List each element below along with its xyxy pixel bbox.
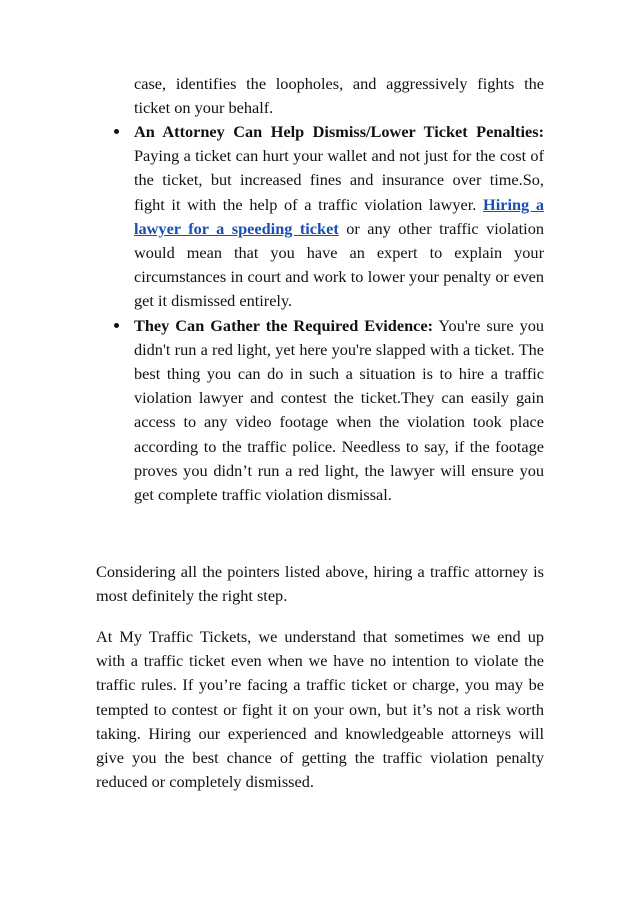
- bullet-text: You're sure you didn't run a red light, yet here you're slapped with a ticket. The best thing you can do in such a situation is to hire a traffic violation lawyer and contest the ticket.They can easily gain access to any video footage when the violation took place according to the traffic police. Needless to say, if the footage proves you didn’t run a red light, the lawyer will ensure you get complete traffic violation dismissal.: [134, 315, 544, 505]
- list-item: [112, 314, 544, 508]
- bullet-text: Paying a ticket can hurt your wallet and not just for the cost of the ticket, but increased fines and insurance over time.So, fight it with the help of a traffic violation lawyer.: [134, 146, 544, 214]
- bullet-list: [112, 120, 544, 507]
- paragraph: Considering all the pointers listed above, hiring a traffic attorney is most definitely the right step.: [96, 562, 544, 606]
- hiring-lawyer-link[interactable]: Hiring a lawyer for a speeding ticket: [134, 194, 544, 238]
- bullet-icon: [114, 129, 119, 134]
- continuation-text: case, identifies the loopholes, and aggressively fights the ticket on your behalf.: [134, 74, 544, 118]
- paragraph: At My Traffic Tickets, we understand that sometimes we end up with a traffic ticket even when we have no intention to violate the traffic rules. If you’re facing a traffic ticket or charge, you may be tempted to contest or fight it on your own, but it’s not a risk worth taking. Hiring our experienced and knowledgeable attorneys will give you the best chance of getting the traffic violation penalty reduced or completely dismissed.: [96, 627, 544, 792]
- list-item: [112, 120, 544, 314]
- bullet-heading: They Can Gather the Required Evidence:: [134, 315, 434, 335]
- bullet-heading: An Attorney Can Help Dismiss/Lower Ticket Penalties:: [134, 122, 544, 141]
- bullet-text: or any other traffic violation would mean that you have an expert to explain your circumstances in court and work to lower your penalty or even get it dismissed entirely.: [134, 218, 544, 311]
- bullet-icon: [114, 323, 119, 328]
